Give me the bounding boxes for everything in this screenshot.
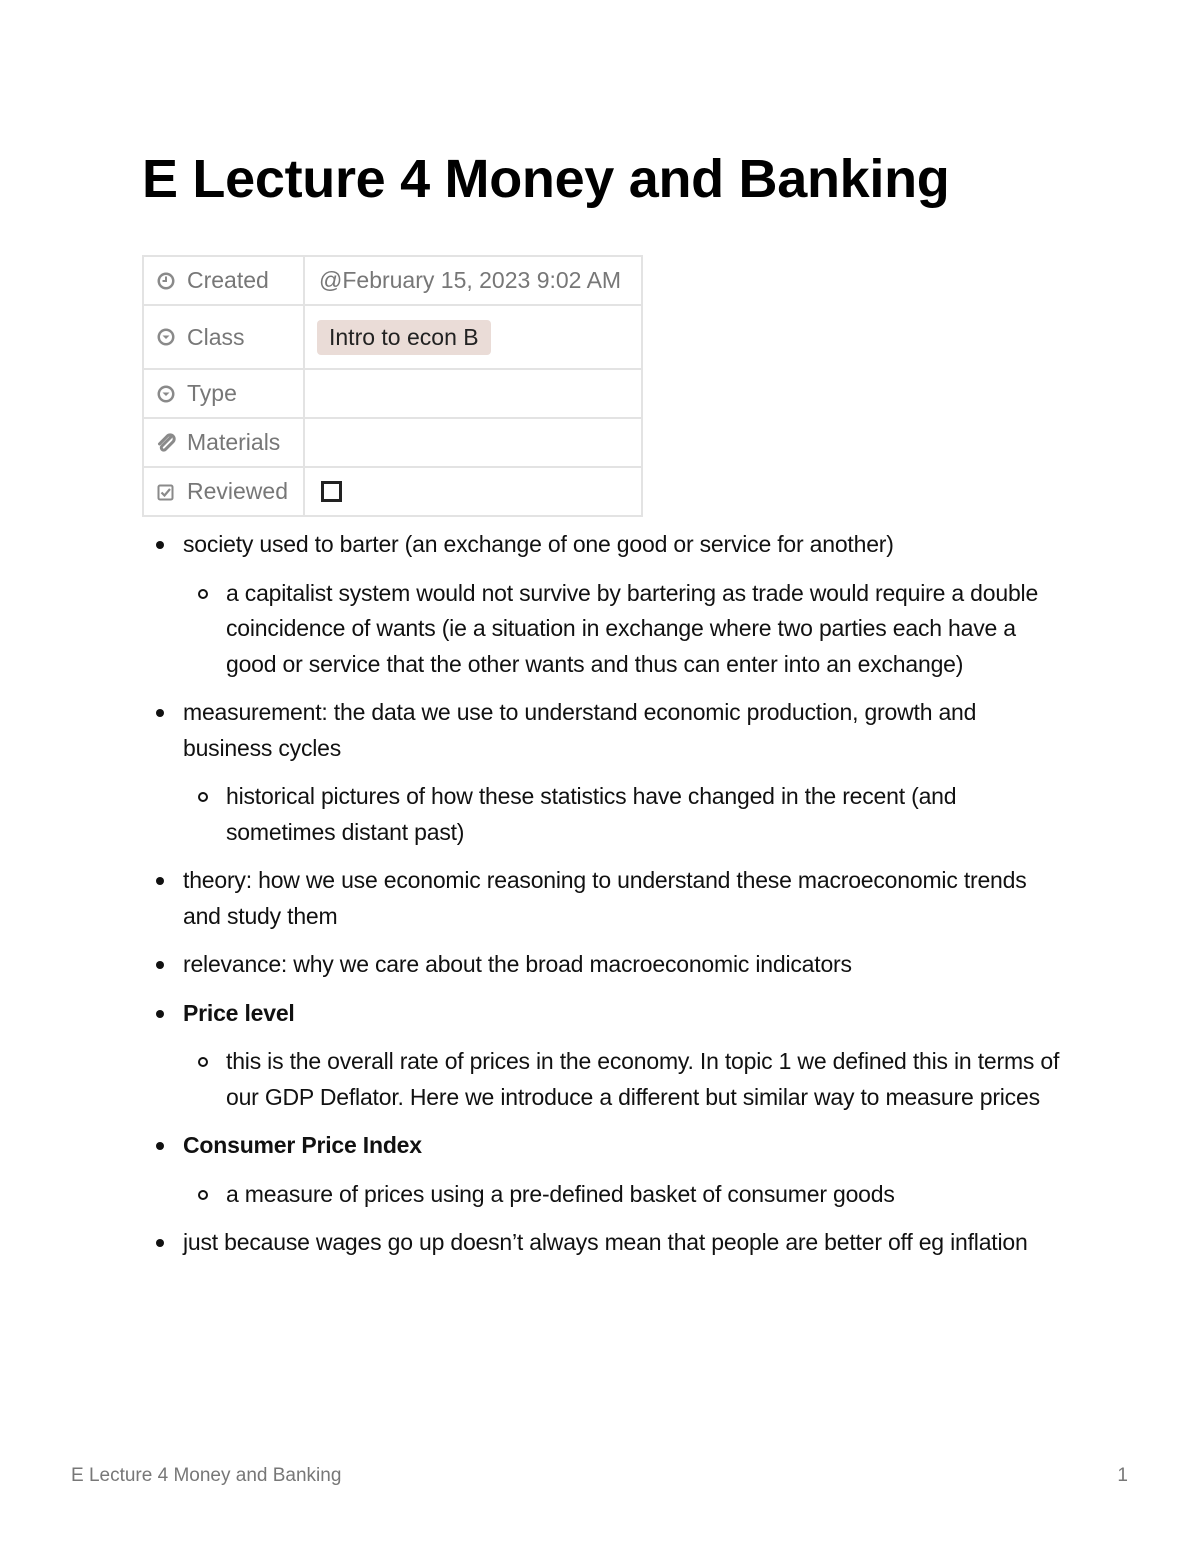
property-label-materials: Materials [187,429,281,455]
sub-list-item: a capitalist system would not survive by bartering as trade would require a double coincidence of wants (ie a situation in exchange where two parties each have a good or service that the other wants and thus can enter into an exchange) [183,576,1062,683]
clock-icon [156,271,176,291]
property-row-materials [143,418,642,467]
list-item: just because wages go up doesn’t always mean that people are better off eg inflation [142,1225,1062,1261]
sub-bullet-list [183,1177,1062,1213]
notes-content [142,527,1062,1274]
bullet-list [142,527,1062,1261]
paperclip-icon [156,433,176,453]
sub-bullet-list [183,576,1062,683]
property-row-type [143,369,642,418]
list-item: theory: how we use economic reasoning to understand these macroeconomic trends and study them [142,863,1062,934]
sub-bullet-list [183,779,1062,850]
footer-title: E Lecture 4 Money and Banking [71,1465,342,1486]
list-item: relevance: why we care about the broad macroeconomic indicators [142,947,1062,983]
sub-list-item: a measure of prices using a pre-defined basket of consumer goods [183,1177,1062,1213]
type-value[interactable] [304,369,642,418]
properties-table [142,255,643,517]
reviewed-checkbox[interactable] [321,481,342,502]
class-tag[interactable]: Intro to econ B [317,320,491,355]
sub-list-item: historical pictures of how these statistics have changed in the recent (and sometimes distant past) [183,779,1062,850]
page-title: E Lecture 4 Money and Banking [142,149,950,209]
property-row-reviewed [143,467,642,516]
property-row-class [143,305,642,369]
property-label-type: Type [187,380,237,406]
property-label-class: Class [187,323,245,350]
select-icon [156,384,176,404]
created-date-value: @February 15, 2023 9:02 AM [319,267,622,293]
checkbox-icon [156,482,176,502]
list-item: Price level this is the overall rate of prices in the economy. In topic 1 we defined this in terms of our GDP Deflator. Here we introduce a different but similar way to measure prices [142,996,1062,1116]
page-number: 1 [1117,1465,1128,1486]
sub-bullet-list [183,1044,1062,1115]
list-item: Consumer Price Index a measure of prices using a pre-defined basket of consumer goods [142,1128,1062,1212]
select-icon [156,327,176,347]
property-row-created [143,256,642,305]
materials-value[interactable] [304,418,642,467]
list-item: society used to barter (an exchange of one good or service for another) a capitalist system would not survive by bartering as trade would require a double coincidence of wants (ie a situation in exchange where two parties each have a good or service that the other wants and thus can enter into an exchange) [142,527,1062,682]
list-item: measurement: the data we use to understand economic production, growth and business cycles historical pictures of how these statistics have changed in the recent (and sometimes distant past) [142,695,1062,850]
sub-list-item: this is the overall rate of prices in the economy. In topic 1 we defined this in terms of our GDP Deflator. Here we introduce a different but similar way to measure prices [183,1044,1062,1115]
property-label-created: Created [187,267,269,293]
property-label-reviewed: Reviewed [187,478,288,504]
